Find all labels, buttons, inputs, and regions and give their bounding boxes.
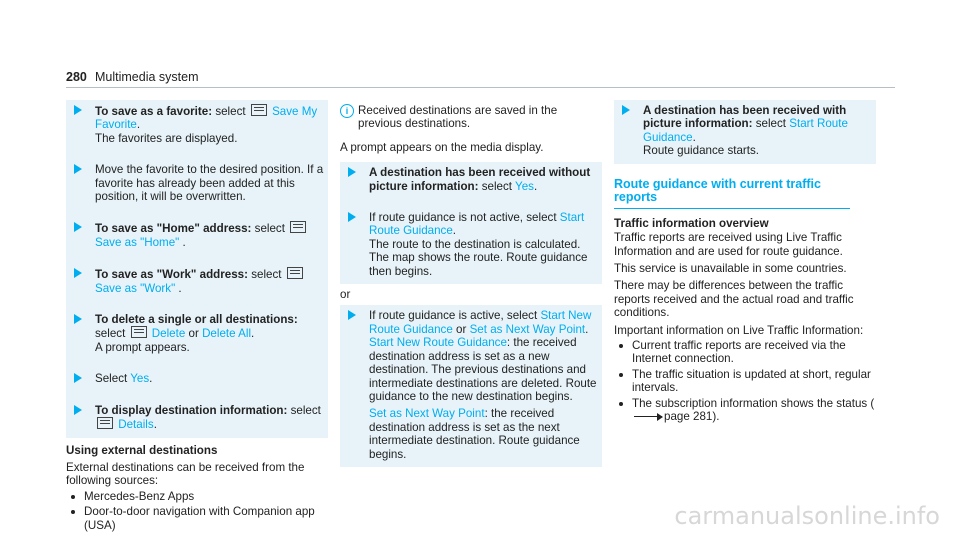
save-as-work-link[interactable]: Save as "Work" — [95, 281, 176, 295]
step-no-picture: A destination has been received without picture information: select Yes. — [340, 162, 602, 199]
step-arrow-icon — [74, 105, 82, 115]
list-item: Door-to-door navigation with Companion app (USA) — [66, 505, 328, 532]
column-3-traffic: Route guidance with current traffic reports Traffic information overview Traffic reports are received using Live Traffic Information and are used for route guidance. This service is unavailable in some countries. There may be differences between the traffic reports received and the actual road and traffic conditions. Important information on Live Traffic Information: Current traffic reports are received via the Internet connection. The traffic situation is updated at short, regular intervals. The subscription information shows the status (page 281). — [614, 177, 875, 424]
step-with-picture: A destination has been received with picture information: select Start Route Guidance. Route guidance starts. — [614, 100, 876, 164]
menu-icon — [290, 221, 306, 233]
menu-icon — [287, 267, 303, 279]
column-2: i Received destinations are saved in the previous destinations. A prompt appears on the media display. A destination has been received without picture information: select Yes. If route guidance is not active, select Start Route Guidance. The route to the destination is calculated. The map shows the route. Route guidance then begins. or If route guidance is active, select Start New Route Guidance or Set as Next Way Point. Start New Route Guidance: the received destination address is set as a new destination. The previous destinations and intermediate destinations are deleted. Route guidance to the new destination begins. Set as Next Way Point: the received destination address is set as the next intermediate destination. Route guidance begins. — [340, 100, 602, 467]
start-route-guidance-link[interactable]: Start Route Guidance — [369, 211, 585, 238]
step-arrow-icon — [74, 268, 82, 278]
step-active: If route guidance is active, select Start New Route Guidance or Set as Next Way Point. Start New Route Guidance: the received destination address is set as a new destination. The previous destinations and intermediate destinations are deleted. Route guidance to the new destination begins. Set as Next Way Point: the received destination address is set as the next intermediate destination. Route guidance begins. — [340, 305, 602, 466]
list-item: Mercedes-Benz Apps — [66, 490, 328, 503]
header-rule — [66, 87, 895, 88]
menu-icon — [131, 326, 147, 338]
page-reference-link[interactable]: page 281 — [664, 410, 713, 424]
yes-link[interactable]: Yes — [515, 179, 534, 193]
step-favorite: To save as a favorite: select Save My Favorite. The favorites are displayed. — [66, 100, 328, 151]
page-number: 280 — [66, 70, 87, 84]
step-arrow-icon — [348, 167, 356, 177]
yes-link[interactable]: Yes — [130, 372, 150, 386]
step-arrow-icon — [348, 310, 356, 320]
page-reference-arrow-icon — [634, 416, 662, 417]
menu-icon — [97, 417, 113, 429]
step-move: Move the favorite to the desired position. If a favorite has already been added at this position, it will be overwritten. — [66, 159, 328, 209]
list-item: The subscription information shows the status (page 281). — [614, 397, 876, 424]
delete-link[interactable]: Delete — [151, 327, 186, 341]
step-title: To save as a favorite: — [95, 105, 213, 118]
step-details: To display destination information: select Details. — [66, 400, 328, 438]
subheading: Traffic information overview — [614, 216, 769, 230]
set-as-next-way-point-link[interactable]: Set as Next Way Point — [369, 407, 485, 421]
external-heading: Using external destinations — [66, 443, 218, 457]
step-inactive: If route guidance is not active, select Start Route Guidance. The route to the destination is calculated. The map shows the route. Route guidance then begins. — [340, 207, 602, 284]
step-home: To save as "Home" address: select Save as "Home" . — [66, 217, 328, 255]
set-as-next-way-point-link[interactable]: Set as Next Way Point — [469, 322, 586, 336]
step-work: To save as "Work" address: select Save as "Work" . — [66, 263, 328, 301]
step-delete: To delete a single or all destinations: select Delete or Delete All. A prompt appears. — [66, 309, 328, 360]
step-result: The favorites are displayed. — [95, 131, 238, 145]
step-arrow-icon — [74, 164, 82, 174]
start-new-route-guidance-link[interactable]: Start New Route Guidance — [369, 336, 507, 350]
list-item: The traffic situation is updated at short, regular intervals. — [614, 368, 876, 395]
save-my-favorite-link[interactable]: Save My Favorite — [95, 105, 318, 132]
save-as-home-link[interactable]: Save as "Home" — [95, 235, 180, 249]
start-route-guidance-link[interactable]: Start Route Guidance — [643, 117, 848, 144]
info-icon: i — [340, 104, 354, 118]
step-arrow-icon — [74, 314, 82, 324]
details-link[interactable]: Details — [118, 418, 154, 432]
step-arrow-icon — [74, 405, 82, 415]
step-arrow-icon — [348, 212, 356, 222]
start-new-route-guidance-link[interactable]: Start New Route Guidance — [369, 309, 592, 336]
column-3 — [614, 100, 876, 164]
watermark: carmanualsonline.info — [674, 501, 940, 530]
step-arrow-icon — [74, 373, 82, 383]
section-heading: Route guidance with current traffic reports — [614, 178, 850, 209]
list-item: Current traffic reports are received via the Internet connection. — [614, 339, 876, 366]
column-1: To save as a favorite: select Save My Favorite. The favorites are displayed. Move the favorite to the desired position. If a favorite has already been added at this position, it will be overwritten. To save as "Home" address: select Save as "Home" . To save as "Work" address: select Save as "Work" . To delete a single or all destinations: select Delete or Delete All. A prompt appears. Select Yes. To display destination information: select Details. Using external destinations External destinations can be received from the following sources: Mercedes-Benz Apps Door-to-door navigation with Companion app (USA) — [66, 100, 328, 534]
menu-icon — [251, 104, 267, 116]
section-title: Multimedia system — [95, 70, 199, 84]
step-arrow-icon — [74, 222, 82, 232]
delete-all-link[interactable]: Delete All — [202, 327, 252, 341]
step-arrow-icon — [622, 105, 630, 115]
info-note: i Received destinations are saved in the previous destinations. — [340, 100, 602, 137]
step-yes: Select Yes. — [66, 368, 328, 391]
